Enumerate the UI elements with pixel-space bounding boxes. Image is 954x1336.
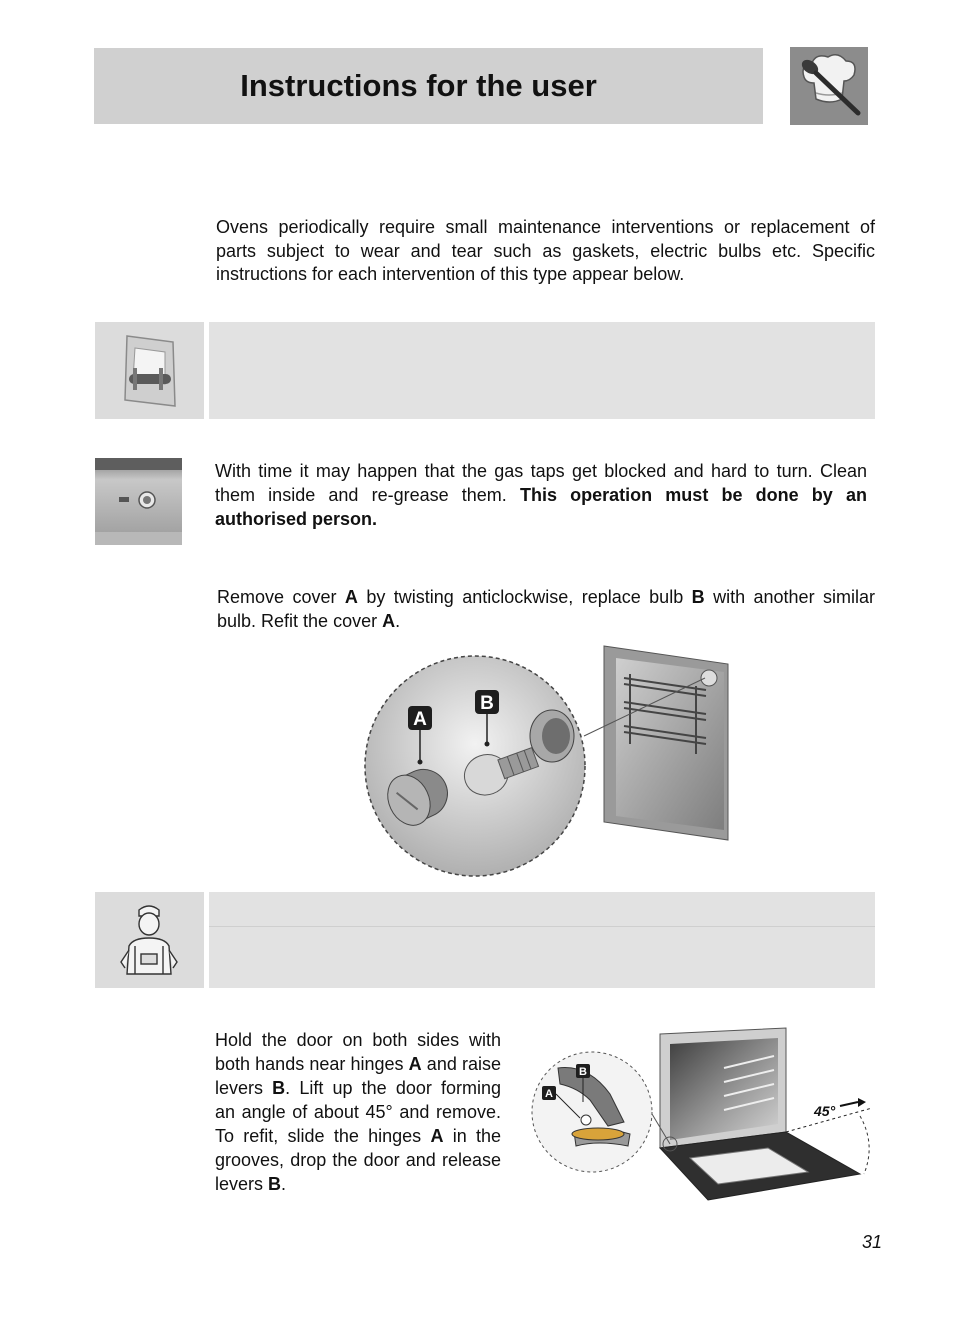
page-number: 31 <box>861 1232 882 1252</box>
chef-hat-spoon-icon <box>790 47 868 125</box>
wall-panel-icon <box>95 322 204 419</box>
gas-taps-text: With time it may happen that the gas taps get blocked and hard to turn. Clean them inside and re-grease them. <box>215 461 867 505</box>
band-divider <box>209 926 875 927</box>
door-angle-label: 45° <box>814 1103 836 1119</box>
door-text-4: in the grooves, drop the door and release levers <box>215 1126 501 1194</box>
door-label-b-1: B <box>272 1078 286 1098</box>
door-text-1: Hold the door on both sides with both hands near hinges <box>215 1030 501 1074</box>
door-label-a-2: A <box>430 1126 444 1146</box>
page-title: Instructions for the user <box>240 68 597 103</box>
bulb-diagram-label-a: A <box>413 709 427 730</box>
maintenance-section-band <box>209 322 875 419</box>
door-text-5: . <box>281 1174 287 1194</box>
maintenance-icon-box <box>95 322 204 419</box>
gas-taps-warning: This operation must be done by an authorised person. <box>215 485 867 529</box>
technician-icon-box <box>95 892 204 988</box>
intro-paragraph: Ovens periodically require small maintenance interventions or replacement of parts subject to wear and tear such as gaskets, electric bulbs etc. Specific instructions for each intervention of this type appear below. <box>216 217 875 284</box>
bulb-paragraph <box>217 585 875 633</box>
door-text-3: . Lift up the door forming an angle of about 45° and remove. To refit, slide the hinges <box>215 1078 502 1146</box>
door-diagram-label-a: A <box>545 1088 553 1100</box>
bulb-text-1: Remove cover <box>217 587 345 607</box>
bulb-label-b: B <box>691 587 705 607</box>
bulb-text-4: . <box>395 611 401 631</box>
door-label-b-2: B <box>268 1174 282 1194</box>
technician-icon <box>95 892 204 988</box>
bulb-label-a-2: A <box>382 611 396 631</box>
door-diagram <box>528 1024 884 1204</box>
door-paragraph <box>215 1028 501 1196</box>
bulb-text-2: by twisting anticlockwise, replace bulb <box>357 587 692 607</box>
door-diagram-label-b: B <box>579 1066 587 1078</box>
oven-knob-icon <box>95 458 182 545</box>
bulb-text-3: with another similar bulb. Refit the cover <box>217 587 875 631</box>
bulb-label-a-1: A <box>344 587 358 607</box>
door-text-2: and raise levers <box>215 1054 501 1098</box>
bulb-diagram-label-b: B <box>480 693 494 714</box>
technician-section-band <box>209 892 875 988</box>
bulb-diagram <box>360 644 730 880</box>
gas-taps-paragraph <box>215 459 867 531</box>
door-label-a-1: A <box>408 1054 422 1074</box>
